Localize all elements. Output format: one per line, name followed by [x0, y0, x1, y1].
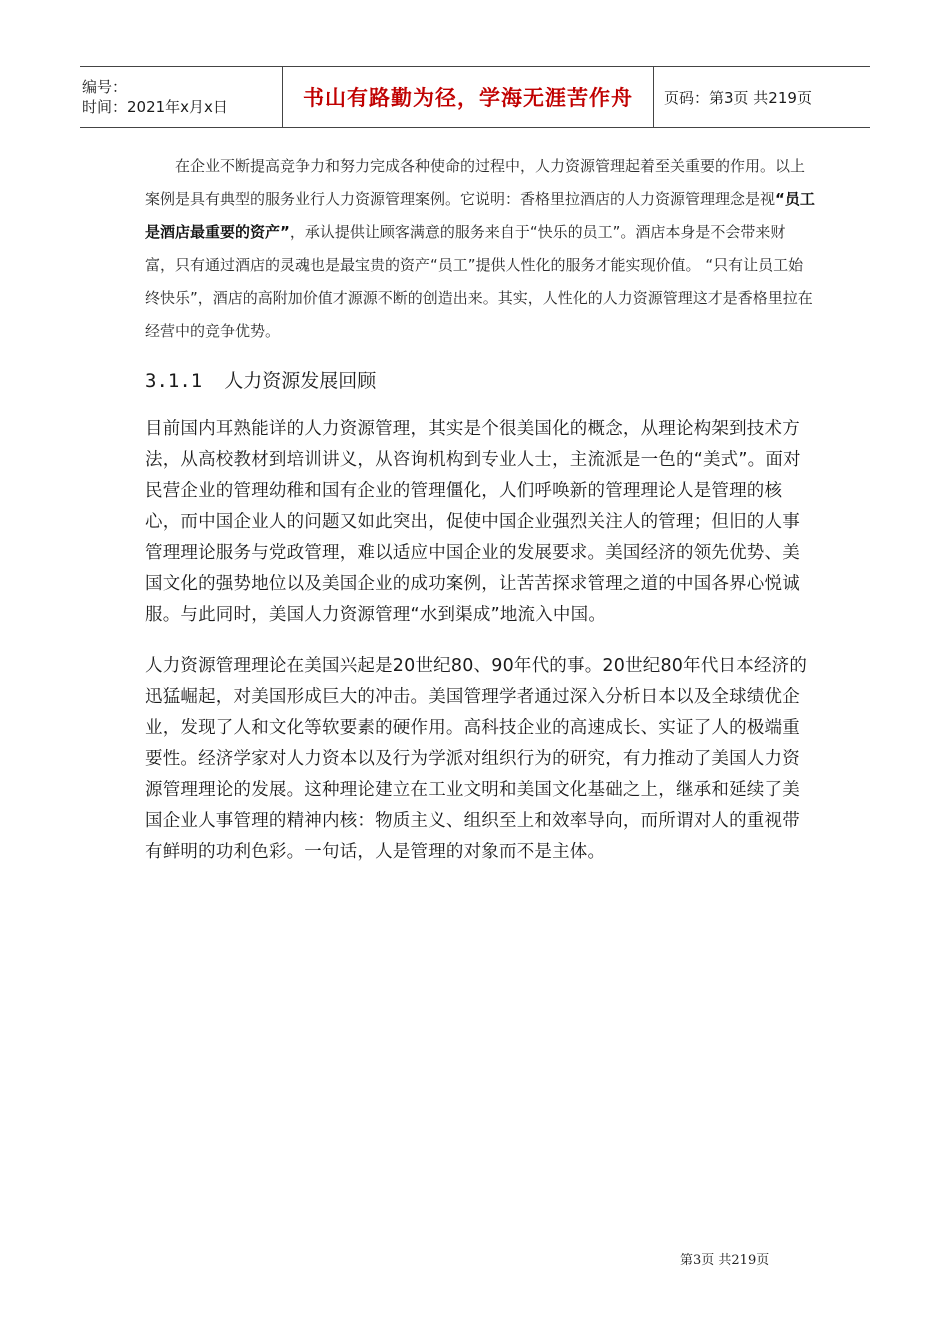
doc-date-label: 时间：2021年x月x日 — [82, 98, 228, 116]
intro-paragraph — [145, 150, 815, 348]
doc-code-label: 编号： — [82, 78, 128, 96]
header-page-info: 页码：第3页 共219页 — [664, 88, 812, 107]
page-footer: 第3页 共219页 — [680, 1253, 770, 1268]
intro-text-2: ，承认提供让顾客满意的服务来自于“快乐的员工”。酒店本身是不会带来财富，只有通过酒店的灵魂也是最宝贵的资产“员工”提供人性化的服务才能实现价值。 “只有让员工始终快乐”，酒店的高附加价值才源源不断的创造出来。其实，人性化的人力资源管理这才是香格里拉在经营中的竞争优势。 — [145, 223, 813, 340]
section-number: 3.1.1 — [145, 370, 203, 392]
body-paragraph-2: 人力资源管理理论在美国兴起是20世纪80、90年代的事。20世纪80年代日本经济的迅猛崛起，对美国形成巨大的冲击。美国管理学者通过深入分析日本以及全球绩优企业，发现了人和文化等软要素的硬作用。高科技企业的高速成长、实证了人的极端重要性。经济学家对人力资本以及行为学派对组织行为的研究，有力推动了美国人力资源管理理论的发展。这种理论建立在工业文明和美国文化基础之上，继承和延续了美国企业人事管理的精神内核：物质主义、组织至上和效率导向，而所谓对人的重视带有鲜明的功利色彩。一句话，人是管理的对象而不是主体。 — [145, 656, 808, 862]
section-heading — [145, 366, 815, 396]
header-meta — [80, 67, 282, 127]
page-header — [80, 66, 870, 128]
header-motto: 书山有路勤为径，学海无涯苦作舟 — [282, 67, 654, 127]
intro-bold-phrase: “员工是酒店最重要的资产” — [145, 190, 815, 241]
body-paragraph-1: 目前国内耳熟能详的人力资源管理，其实是个很美国化的概念，从理论构架到技术方法，从高校教材到培训讲义，从咨询机构到专业人士，主流派是一色的“美式”。面对民营企业的管理幼稚和国有企业的管理僵化，人们呼唤新的管理理论人是管理的核心，而中国企业人的问题又如此突出，促使中国企业强烈关注人的管理；但旧的人事管理理论服务与党政管理，难以适应中国企业的发展要求。美国经济的领先优势、美国文化的强势地位以及美国企业的成功案例，让苦苦探求管理之道的中国各界心悦诚服。与此同时，美国人力资源管理“水到渠成”地流入中国。 — [145, 419, 801, 625]
document-body — [145, 150, 815, 868]
section-title: 人力资源发展回顾 — [224, 370, 377, 392]
intro-text-1: 在企业不断提高竞争力和努力完成各种使命的过程中，人力资源管理起着至关重要的作用。以上案例是具有典型的服务业行人力资源管理案例。它说明：香格里拉酒店的人力资源管理理念是视 — [145, 157, 806, 208]
